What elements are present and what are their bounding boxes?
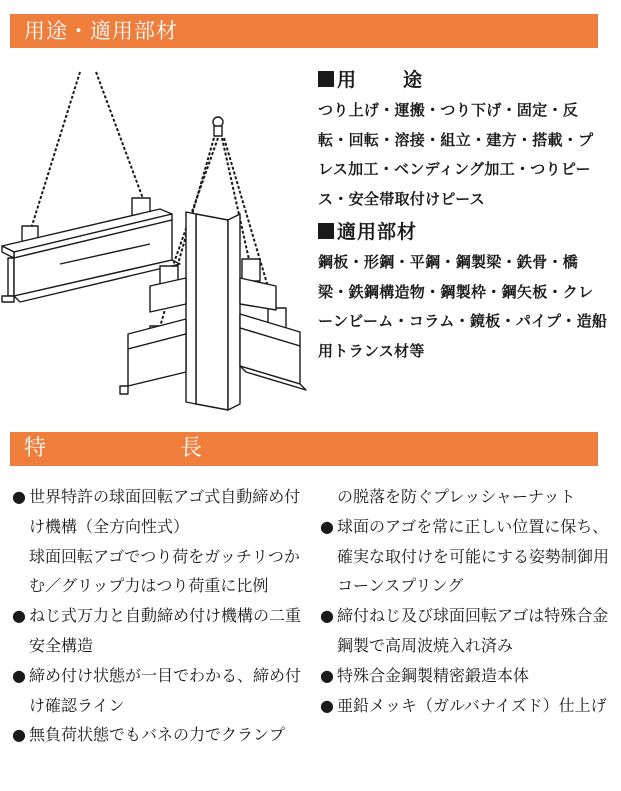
bullet-icon: ● [12, 487, 26, 506]
feature-item [12, 482, 312, 542]
usage-text: つり上げ・運搬・つり下げ・固定・反転・回転・溶接・組立・建方・搭載・プレス加工・ベンディング加工・つりピース・安全帯取付けピース [318, 101, 594, 208]
feature-text: 亜鉛メッキ（ガルバナイズド）仕上げ [337, 695, 607, 715]
bullet-icon: ● [320, 606, 334, 626]
usage-heading-a: 用 [337, 69, 358, 91]
feature-continuation: 球面回転アゴでつり荷をガッチリつかむ／グリップ力はつり荷重に比例 [29, 546, 300, 596]
usage-section [318, 66, 608, 370]
materials-heading-text: 適用部材 [337, 221, 418, 243]
features-right-column [320, 482, 610, 720]
feature-text: 無負荷状態でもバネの力でクランプ [29, 725, 286, 745]
usage-heading [318, 66, 608, 94]
bullet-icon: ● [12, 665, 26, 685]
feature-text: 特殊合金鋼製精密鍛造本体 [337, 665, 530, 685]
bullet-icon: ● [12, 606, 26, 626]
usage-heading-b: 途 [403, 69, 424, 91]
feature-text: 締付ねじ及び球面回転アゴは特殊合金鋼製で高周波焼入れ済み [337, 606, 609, 655]
lifting-clamp-illustration [0, 64, 310, 420]
bullet-icon: ● [320, 695, 334, 715]
feature-text: 締め付け状態が一目でわかる、締め付け確認ライン [29, 665, 302, 715]
feature-item [320, 691, 610, 721]
bullet-icon: ● [320, 516, 334, 536]
feature-item [12, 661, 312, 721]
bullet-icon: ● [320, 665, 334, 685]
bullet-icon: ● [12, 725, 26, 745]
materials-heading [318, 218, 608, 246]
feature-item [320, 661, 610, 691]
materials-text: 鋼板・形鋼・平鋼・鋼製梁・鉄骨・橋梁・鉄鋼構造物・鋼製枠・鋼矢板・クレーンビーム・コラム・鏡板・パイプ・造船用トランス材等 [318, 253, 608, 360]
features-left-column [12, 482, 312, 750]
feature-item [320, 601, 610, 661]
feature-text: ねじ式万力と自動締め付け機構の二重安全構造 [29, 606, 302, 655]
section-title-features-b: 長 [180, 436, 203, 461]
square-bullet-icon [318, 71, 334, 87]
feature-item [12, 601, 312, 661]
feature-text: 球面のアゴを常に正しい位置に保ち、確実な取付けを可能にする姿勢制御用コーンスプリング [337, 516, 610, 596]
feature-item [320, 512, 610, 601]
section-header-usage [10, 14, 598, 48]
feature-continuation: の脱落を防ぐプレッシャーナット [337, 487, 576, 506]
feature-text: 世界特許の球面回転アゴ式自動締め付け機構（全方向性式） [29, 487, 301, 536]
section-title-usage: 用途・適用部材 [24, 19, 178, 43]
square-bullet-icon [318, 223, 334, 239]
feature-item [12, 720, 312, 750]
section-header-features [10, 432, 598, 466]
section-title-features-a: 特 [24, 436, 47, 461]
